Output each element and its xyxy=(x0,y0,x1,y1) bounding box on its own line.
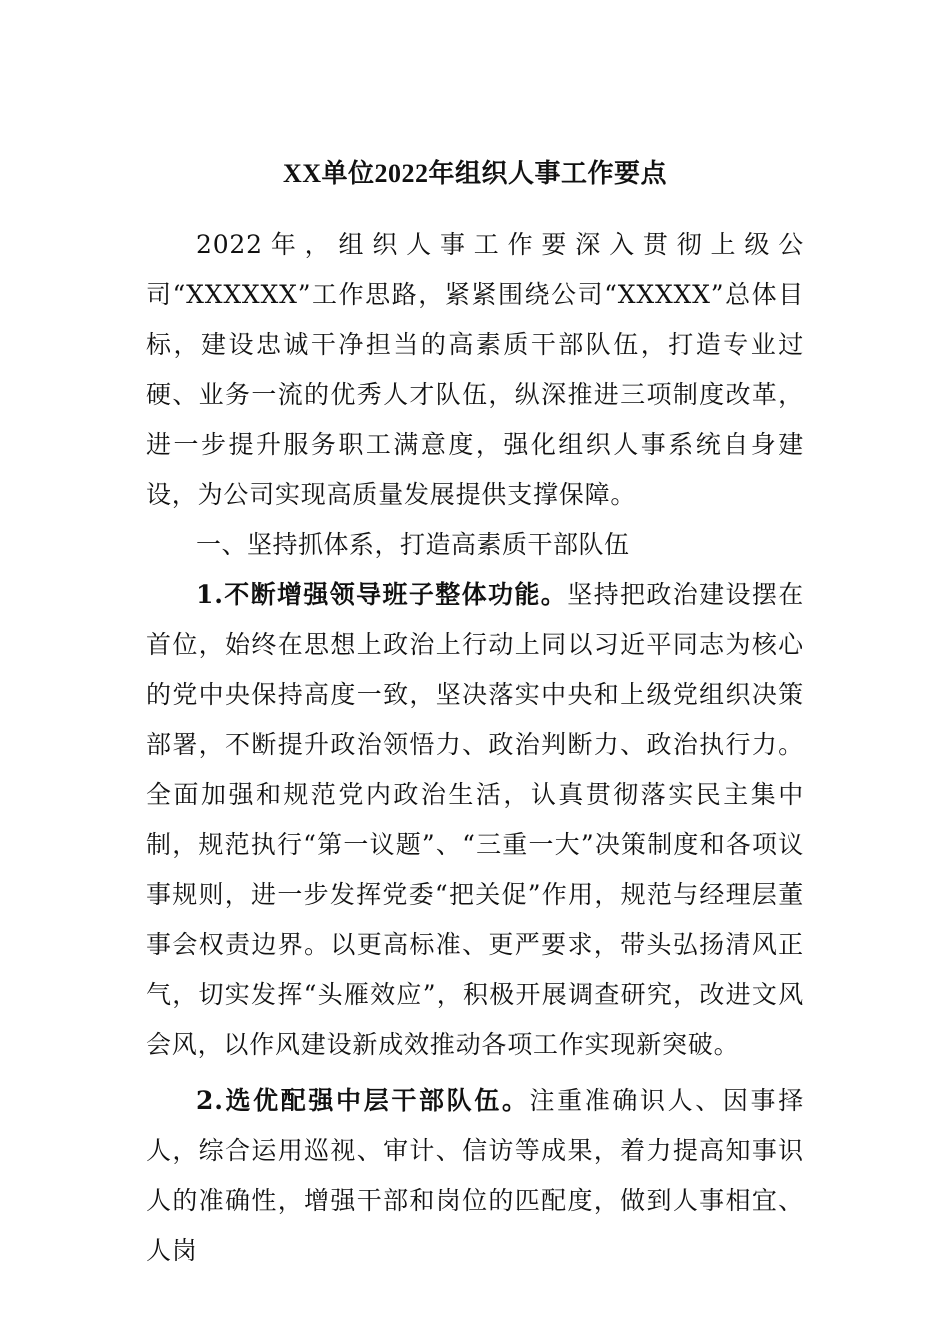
item-2-lead: 2.选优配强中层干部队伍。 xyxy=(196,1086,530,1115)
item-1-paragraph xyxy=(146,570,804,1070)
document-title: XX单位2022年组织人事工作要点 xyxy=(282,159,668,188)
item-1-body: 坚持把政治建设摆在首位，始终在思想上政治上行动上同以习近平同志为核心的党中央保持高度一致，坚决落实中央和上级党组织决策部署，不断提升政治领悟力、政治判断力、政治执行力。全面加强和规范党内政治生活，认真贯彻落实民主集中制，规范执行“第一议题”、“三重一大”决策制度和各项议事规则，进一步发挥党委“把关促”作用，规范与经理层董事会权责边界。以更高标准、更严要求，带头弘扬清风正气，切实发挥“头雁效应”，积极开展调查研究，改进文风会风，以作风建设新成效推动各项工作实现新突破。 xyxy=(146,580,805,1059)
item-2-paragraph xyxy=(146,1076,804,1276)
item-1-lead: 1.不断增强领导班子整体功能。 xyxy=(196,580,568,609)
section-heading-1: 一、坚持抓体系，打造高素质干部队伍 xyxy=(196,530,630,559)
item-2-body: 注重准确识人、因事择人，综合运用巡视、审计、信访等成果，着力提高知事识人的准确性，增强干部和岗位的匹配度，做到人事相宜、人岗 xyxy=(146,1086,804,1265)
intro-paragraph: 2022年，组织人事工作要深入贯彻上级公司“XXXXXX”工作思路，紧紧围绕公司“XXXXX”总体目标，建设忠诚干净担当的高素质干部队伍，打造专业过硬、业务一流的优秀人才队伍，纵深推进三项制度改革，进一步提升服务职工满意度，强化组织人事系统自身建设，为公司实现高质量发展提供支撑保障。 xyxy=(146,230,804,509)
